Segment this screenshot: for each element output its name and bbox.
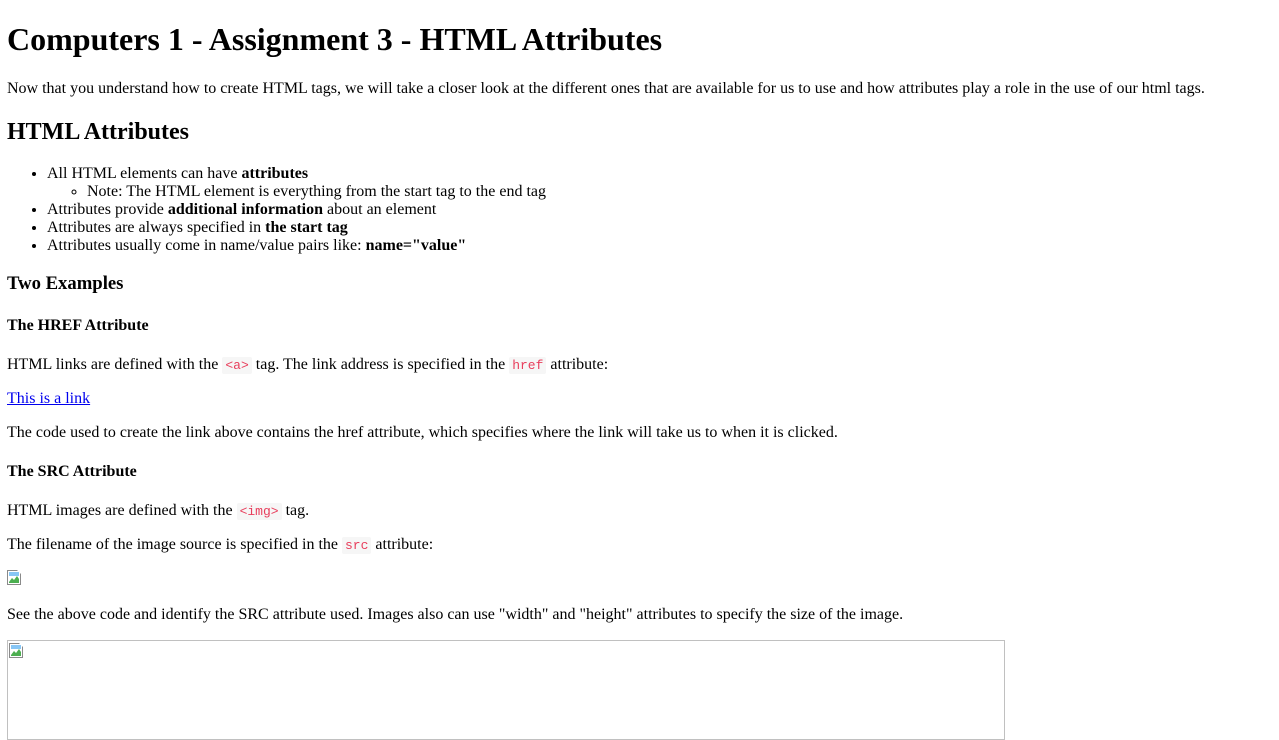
examples-heading: Two Examples [7,273,124,294]
src-description-1 [7,502,309,521]
intro-paragraph: Now that you understand how to create HTML tags, we will take a closer look at the different ones that are available for us to use and how attributes play a role in the use of our html tags. [7,80,1205,97]
attributes-heading: HTML Attributes [7,119,190,145]
src-heading: The SRC Attribute [7,463,137,480]
href-heading: The HREF Attribute [7,317,149,334]
sub-list [47,183,546,201]
text: attribute: [371,536,434,553]
attributes-list [7,165,546,255]
page-title: Computers 1 - Assignment 3 - HTML Attributes [7,21,663,57]
example-image [7,570,23,591]
list-item-text: about an element [323,201,437,218]
link-paragraph [7,390,90,408]
broken-image-icon [9,643,25,659]
href-explanation: The code used to create the link above contains the href attribute, which specifies where the link will take us to when it is clicked. [7,424,838,441]
broken-image-icon [7,570,23,586]
src-explanation: See the above code and identify the SRC attribute used. Images also can use "width" and "height" attributes to specify the size of the image. [7,606,904,623]
text: HTML links are defined with the [7,356,223,373]
list-item-bold: attributes [241,165,309,182]
list-item-text: Attributes provide [47,201,168,218]
text: tag. The link address is specified in the [251,356,510,373]
sub-list-item: ◦ Note: The HTML element is everything from the start tag to the end tag [87,183,546,201]
text: HTML images are defined with the [7,502,237,519]
list-item [47,237,546,255]
code-img-tag: <img> [237,503,282,520]
list-item-bold: name="value" [365,237,467,254]
code-src: src [342,537,371,554]
list-item [47,201,546,219]
list-item-bold: additional information [167,201,324,218]
text: tag. [281,502,310,519]
text: attribute: [546,356,609,373]
src-description-2 [7,536,433,555]
href-description [7,356,608,375]
list-item-text: Attributes are always specified in [47,219,266,236]
list-item [47,165,546,201]
code-a-tag: <a> [222,357,251,374]
list-item [47,219,546,237]
list-item-text: Attributes usually come in name/value pairs like: [47,237,366,254]
list-item-text: All HTML elements can have [47,165,242,182]
sized-example-image [7,640,1005,740]
code-href: href [509,357,546,374]
text: The filename of the image source is specified in the [7,536,342,553]
list-item-bold: the start tag [265,219,348,236]
example-link[interactable]: This is a link [7,390,91,407]
